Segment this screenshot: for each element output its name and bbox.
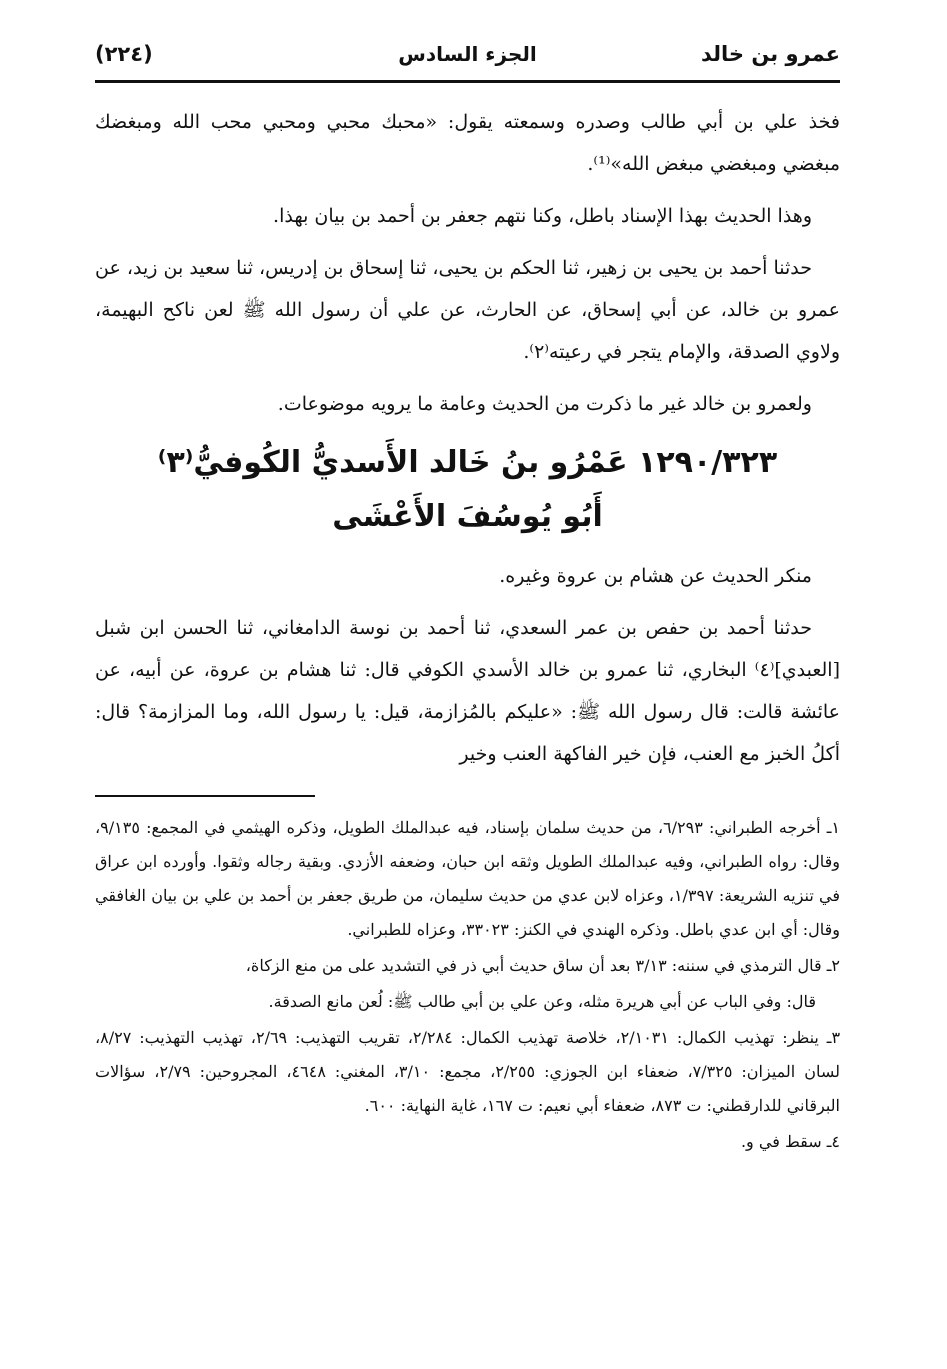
footnotes <box>95 811 840 1159</box>
footnote-1: ١ـ أخرجه الطبراني: ٦/٢٩٣، من حديث سلمان بإسناد، فيه عبدالملك الطويل، وذكره الهيثمي في المجمع: ٩/١٣٥، وقال: رواه الطبراني، وفيه عبدالملك الطويل وثقه ابن حبان، وضعفه الأزدي. وبقية رجاله وثقوا. وأورده ابن عراق في تنزيه الشريعة: ١/٣٩٧، وعزاه لابن عدي من حديث سليمان، من طريق جعفر بن أحمد بن علي بن بيان الغافقي وقال: أي ابن عدي باطل. وذكره الهندي في الكنز: ٣٣٠٢٣، وعزاه للطبراني. <box>95 818 840 939</box>
biography-kunya: أَبُو يُوسُفَ الأَعْشَى <box>332 499 603 534</box>
paragraph-4: ولعمرو بن خالد غير ما ذكرت من الحديث وعامة ما يرويه موضوعات. <box>277 393 812 415</box>
main-text <box>95 101 840 775</box>
footnote-divider <box>95 795 315 797</box>
page-number: (٢٢٤) <box>95 42 153 66</box>
running-title: عمرو بن خالد <box>701 42 840 66</box>
biography-heading <box>95 435 840 543</box>
paragraph-2: وهذا الحديث بهذا الإسناد باطل، وكنا نتهم جعفر بن أحمد بن بيان بهذا. <box>273 205 812 227</box>
paragraph-5: منكر الحديث عن هشام بن عروة وغيره. <box>499 565 812 587</box>
footnote-4: ٤ـ سقط في و. <box>740 1132 840 1151</box>
footnote-2-continuation: قال: وفي الباب عن أبي هريرة مثله، وعن علي بن أبي طالب ﷺ: لُعن مانع الصدقة. <box>268 992 816 1011</box>
footnote-3: ٣ـ ينظر: تهذيب الكمال: ٢/١٠٣١، خلاصة تهذيب الكمال: ٢/٢٨٤، تقريب التهذيب: ٢/٦٩، تهذيب التهذيب: ٨/٢٧، لسان الميزان: ٧/٣٢٥، ضعفاء ابن الجوزي: ٢/٢٥٥، مجمع: ٣/١٠، المغني: ٤٦٤٨، المجروحين: ٢/٧٩، سؤالات البرقاني للدارقطني: ت ٨٧٣، ضعفاء أبي نعيم: ت ١٦٧، غاية النهاية: ٦٠٠. <box>95 1028 841 1115</box>
footnote-2: ٢ـ قال الترمذي في سننه: ٣/١٣ بعد أن ساق حديث أبي ذر في التشديد على من منع الزكاة، <box>245 956 840 975</box>
running-header <box>95 30 840 83</box>
paragraph-1: فخذ علي بن أبي طالب وصدره وسمعته يقول: «محبك محبي ومحبي محب الله ومبغضك مبغضي ومبغضي مبغض الله»⁽¹⁾. <box>95 111 841 175</box>
paragraph-3: حدثنا أحمد بن يحيى بن زهير، ثنا الحكم بن يحيى، ثنا إسحاق بن إدريس، ثنا سعيد بن زيد، عن عمرو بن خالد، عن أبي إسحاق، عن الحارث، عن علي أن رسول الله ﷺ لعن ناكح البهيمة، ولاوي الصدقة، والإمام يتجر في رعيته⁽٢⁾. <box>95 257 840 363</box>
book-page <box>95 30 840 1161</box>
part-label: الجزء السادس <box>398 42 537 66</box>
paragraph-6: حدثنا أحمد بن حفص بن عمر السعدي، ثنا أحمد بن نوسة الدامغاني، ثنا الحسن ابن شبل [العبدي]⁽٤⁾ البخاري، ثنا عمرو بن خالد الأسدي الكوفي قال: ثنا هشام بن عروة، عن أبيه، عن عائشة قالت: قال رسول الله ﷺ: «عليكم بالمُزازمة، قيل: يا رسول الله، وما المزازمة؟ قال: أكلُ الخبز مع العنب، فإن خير الفاكهة العنب وخير <box>95 617 840 765</box>
biography-title: ١٢٩٠/٣٢٣ عَمْرُو بنُ خَالد الأَسديُّ الكُوفيُّ⁽٣⁾ <box>157 445 778 480</box>
